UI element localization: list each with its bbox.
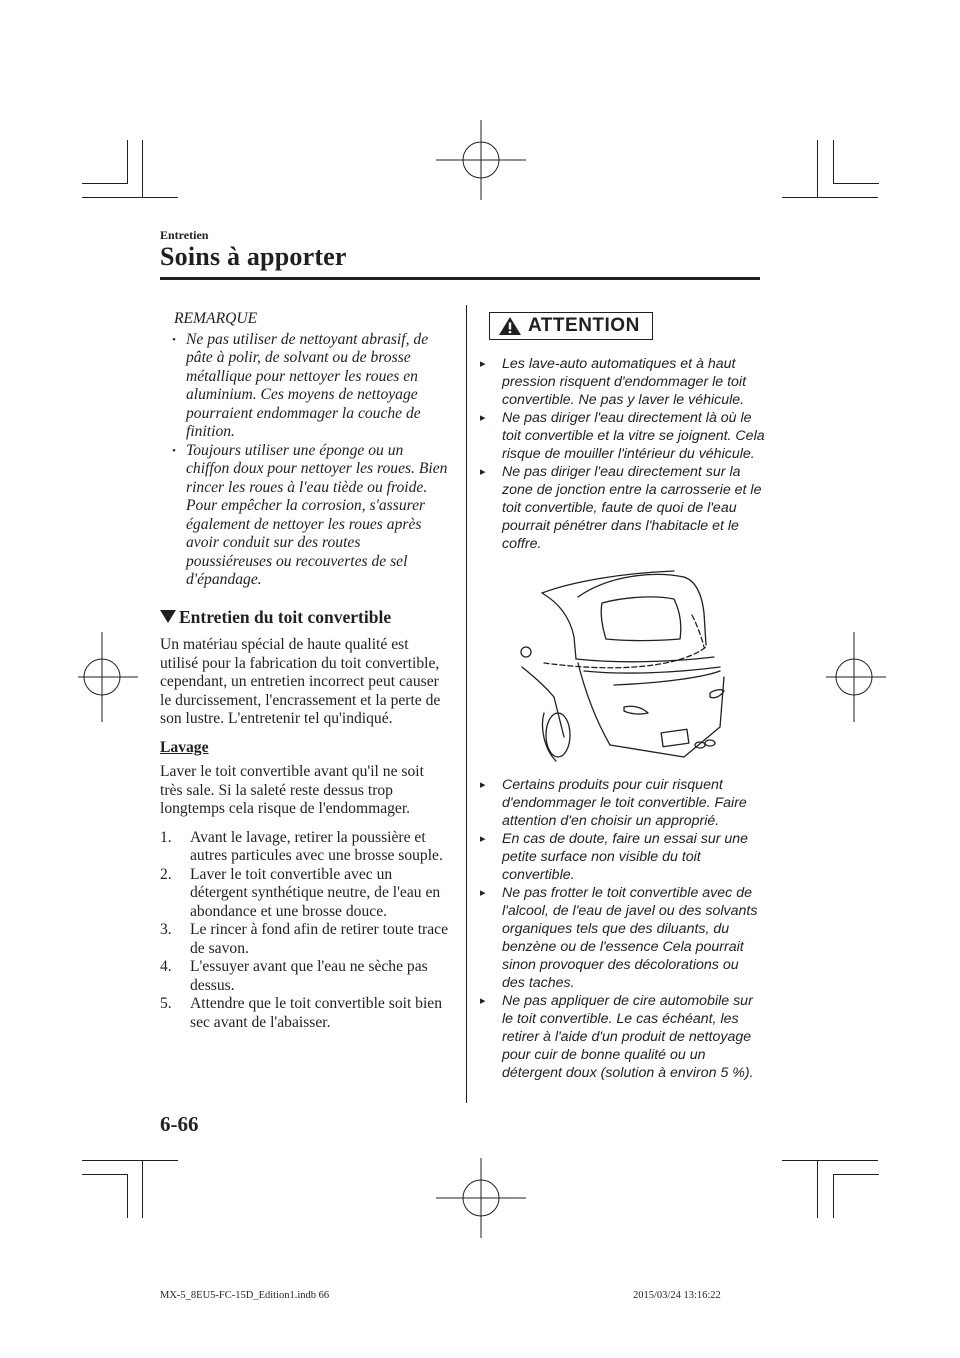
crop-mark xyxy=(82,1160,178,1161)
registration-mark-bottom xyxy=(436,1158,526,1238)
crop-mark xyxy=(82,1174,128,1175)
warning-icon xyxy=(498,316,522,336)
step-number: 3. xyxy=(160,921,172,938)
step-list xyxy=(160,829,450,1033)
column-divider xyxy=(466,305,467,1103)
step-item xyxy=(160,995,450,1032)
footer-file: MX-5_8EU5-FC-15D_Edition1.indb 66 xyxy=(160,1290,330,1301)
section-label: Entretien xyxy=(160,228,209,242)
attention-box xyxy=(489,312,653,340)
step-number: 2. xyxy=(160,865,172,883)
step-number: 1. xyxy=(160,828,172,846)
note-item: • Ne pas utiliser de nettoyant abrasif, de pâte à polir, de solvant ou de brosse métallique pour nettoyer les roues en aluminium. Ces moyens de nettoyage pourraient endommager la couche de finition. xyxy=(172,331,450,442)
step-item xyxy=(160,921,450,958)
step-item xyxy=(160,958,450,995)
subheading xyxy=(160,608,450,627)
caution-item: ▸ En cas de doute, faire un essai sur une petite surface non visible du toit convertible. xyxy=(480,830,765,884)
page-number: 6-66 xyxy=(160,1112,199,1136)
registration-mark-right xyxy=(826,632,886,722)
caution-item: ▸ Certains produits pour cuir risquent d'endommager le toit convertible. Faire attention d'en choisir un approprié. xyxy=(480,776,765,830)
crop-mark xyxy=(817,1160,818,1218)
step-text: Le rincer à fond afin de retirer toute trace de savon. xyxy=(190,921,449,957)
crop-mark xyxy=(833,140,834,184)
triangle-down-icon xyxy=(160,610,176,623)
crop-mark xyxy=(782,1160,878,1161)
step-text: L'essuyer avant que l'eau ne sèche pas dessus. xyxy=(190,958,428,994)
crop-mark xyxy=(127,140,128,184)
step-item xyxy=(160,866,450,922)
step-number: 5. xyxy=(160,995,172,1012)
registration-mark-left xyxy=(78,632,138,722)
note-list xyxy=(160,331,450,590)
step-text: Laver le toit convertible avec un détergent synthétique neutre, de l'eau en abondance et une brosse douce. xyxy=(190,865,441,920)
lavage-heading: Lavage xyxy=(160,738,209,756)
step-item xyxy=(160,829,450,866)
caution-item: ▸ Ne pas appliquer de cire automobile sur le toit convertible. Le cas échéant, les retirer à l'aide d'un produit de nettoyage pour cuir de bonne qualité ou un détergent doux (solution à environ 5 %). xyxy=(480,992,765,1082)
caution-item: ▸ Ne pas frotter le toit convertible avec de l'alcool, de l'eau de javel ou des solvants organiques tels que des diluants, du benzène ou de l'essence Cela pourrait sinon provoquer des décolorations ou des taches. xyxy=(480,884,765,992)
crop-mark xyxy=(142,1160,143,1218)
crop-mark xyxy=(833,1174,879,1175)
step-number: 4. xyxy=(160,958,172,975)
caution-list-bottom xyxy=(480,776,765,1082)
crop-mark xyxy=(833,183,879,184)
crop-mark xyxy=(82,183,128,184)
page-title: Soins à apporter xyxy=(160,242,347,271)
crop-mark xyxy=(82,197,178,198)
note-item: • Toujours utiliser une éponge ou un chiffon doux pour nettoyer les roues. Bien rincer les roues à l'eau tiède ou froide. Pour empêcher la corrosion, s'assurer également de nettoyer les roues après avoir conduit sur des routes poussiéreuses ou recouvertes de sel d'épandage. xyxy=(172,442,450,590)
step-text: Avant le lavage, retirer la poussière et autres particules avec une brosse souple. xyxy=(190,828,443,864)
header-rule xyxy=(160,277,760,280)
convertible-car-illustration xyxy=(514,567,726,762)
crop-mark xyxy=(782,197,878,198)
note-title: REMARQUE xyxy=(174,310,258,327)
step-text: Attendre que le toit convertible soit bien sec avant de l'abaisser. xyxy=(190,995,443,1031)
caution-item: ▸ Ne pas diriger l'eau directement là où le toit convertible et la vitre se joignent. Cela risque de mouiller l'intérieur du véhicule. xyxy=(480,409,765,463)
caution-item: ▸ Les lave-auto automatiques et à haut pression risquent d'endommager le toit convertible. Ne pas y laver le véhicule. xyxy=(480,355,765,409)
attention-label: ATTENTION xyxy=(528,315,640,336)
crop-mark xyxy=(127,1174,128,1218)
caution-item: ▸ Ne pas diriger l'eau directement sur la zone de jonction entre la carrosserie et le toit convertible, faute de quoi de l'eau pourrait pénétrer dans l'habitacle et le coffre. xyxy=(480,463,765,553)
crop-mark xyxy=(833,1174,834,1218)
subheading-text: Entretien du toit convertible xyxy=(179,606,392,627)
crop-mark xyxy=(817,140,818,198)
footer-date: 2015/03/24 13:16:22 xyxy=(633,1290,721,1301)
lavage-paragraph: Laver le toit convertible avant qu'il ne soit très sale. Si la saleté reste dessus trop longtemps cela risque de l'endommager. xyxy=(160,763,424,817)
registration-mark-top xyxy=(436,120,526,200)
left-column xyxy=(160,310,450,1032)
intro-paragraph: Un matériau spécial de haute qualité est utilisé pour la fabrication du toit convertible, cependant, un entretien incorrect peut causer le durcissement, l'encrassement et la perte de son lustre. L'entretenir tel qu'indiqué. xyxy=(160,636,441,727)
crop-mark xyxy=(142,140,143,198)
caution-list-top xyxy=(480,355,765,553)
right-column xyxy=(480,312,765,1082)
